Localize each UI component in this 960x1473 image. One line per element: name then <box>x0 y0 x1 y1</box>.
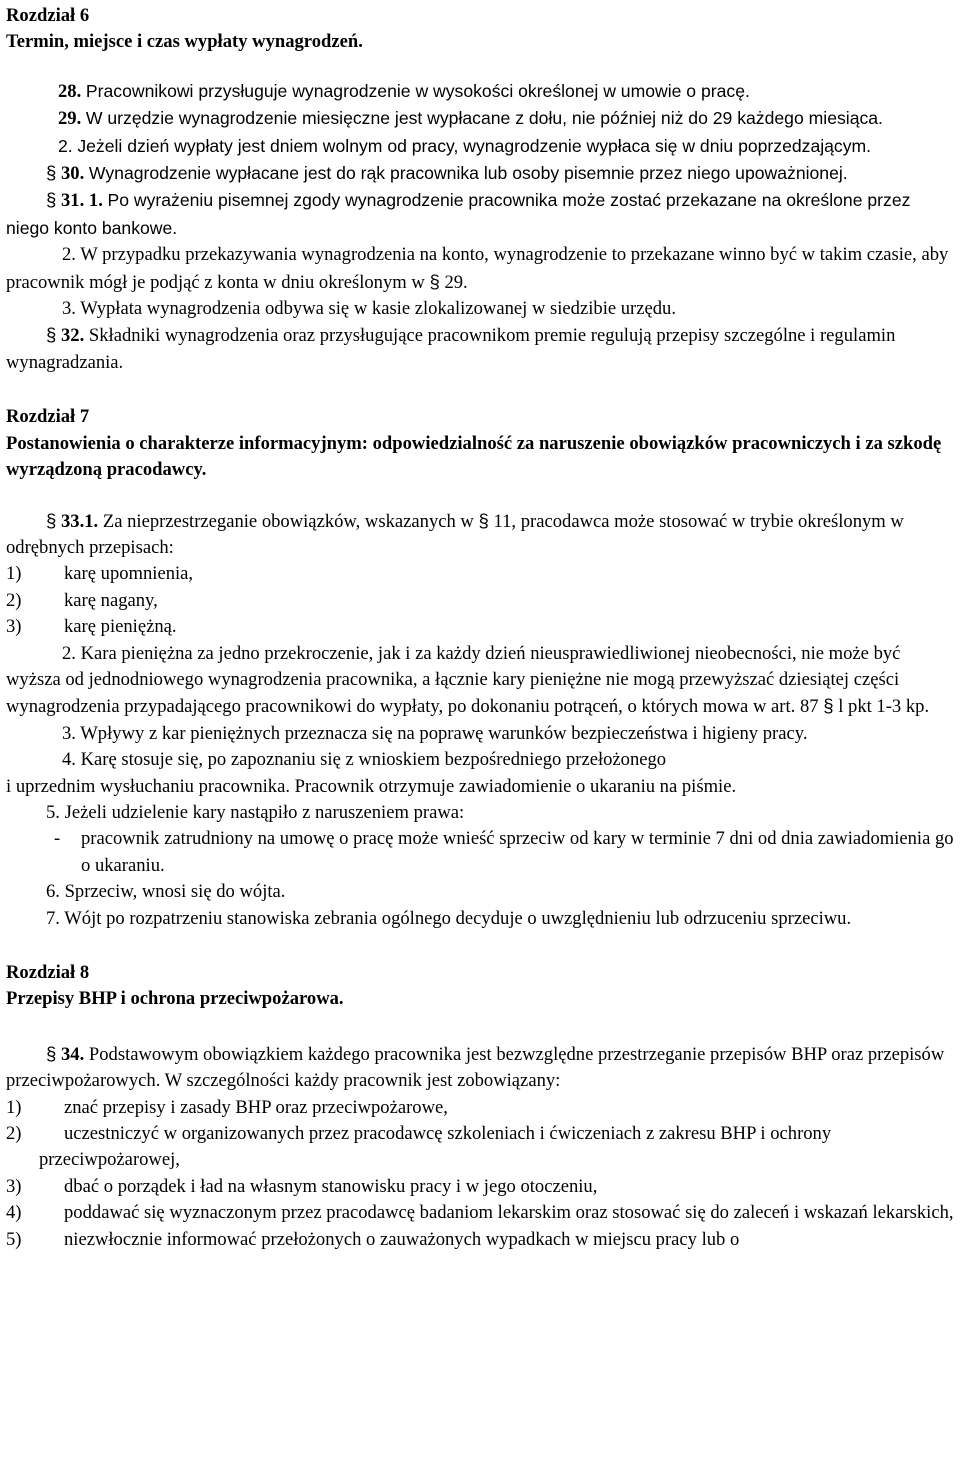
paragraph-33-2-text-b: l pkt 1-3 kp. <box>838 696 930 718</box>
paragraph-31-2-end: 29. <box>444 271 468 293</box>
paragraph-29-2 <box>6 133 956 160</box>
paragraph-34-number: 34. <box>61 1043 85 1065</box>
paragraph-33-2-number: 2. <box>62 642 76 664</box>
paragraph-33-6: 6. Sprzeciw, wnosi się do wójta. <box>46 881 286 903</box>
chapter-8-title: Przepisy BHP i ochrona przeciwpożarowa. <box>6 988 344 1010</box>
chapter-6-title: Termin, miejsce i czas wypłaty wynagrodzeń. <box>6 31 363 53</box>
paragraph-34-text: Podstawowym obowiązkiem każdego pracownika jest bezwzględne przestrzeganie przepisów BHP oraz przepisów przeciwpożarowych. W szczególności każdy pracownik jest zobowiązany: <box>6 1043 945 1092</box>
paragraph-31-text: Po wyrażeniu pisemnej zgody wynagrodzenie pracownika może zostać przekazane na określone przez niego konto bankowe. <box>6 190 911 238</box>
paragraph-30-number: 30. <box>61 163 85 185</box>
list-item <box>6 561 956 587</box>
document-page <box>6 3 956 1253</box>
paragraph-32-number: 32. <box>61 325 85 347</box>
paragraph-28-text: Pracownikowi przysługuje wynagrodzenie w wysokości określonej w umowie o pracę. <box>85 80 750 101</box>
paragraph-31-2-text: W przypadku przekazywania wynagrodzenia na konto, wynagrodzenie to przekazane winno być w takim czasie, aby pracownik mógł je podjąć z konta w dniu określonym w <box>6 244 949 293</box>
list-item <box>6 1200 956 1226</box>
paragraph-32 <box>6 322 956 376</box>
list-item-number: 1) <box>6 563 22 585</box>
dash-item-text: pracownik zatrudniony na umowę o pracę może wnieść sprzeciw od kary w terminie 7 dni od dnia zawiadomienia go o ukaraniu. <box>81 828 954 876</box>
chapter-7-title: Postanowienia o charakterze informacyjnym: odpowiedzialność za naruszenie obowiązków pracowniczych i za szkodę wyrządzoną pracodawcy. <box>6 432 942 481</box>
section-symbol: § <box>46 324 57 346</box>
dash-list-item <box>6 826 956 879</box>
paragraph-33-4a: 4. Karę stosuje się, po zapoznaniu się z wnioskiem bezpośredniego przełożonego <box>62 749 667 771</box>
list-item <box>6 1095 956 1121</box>
section-symbol: § <box>478 509 489 531</box>
list-item-number: 4) <box>6 1202 22 1224</box>
paragraph-31-3 <box>6 296 956 322</box>
list-item-number: 5) <box>6 1228 22 1250</box>
paragraph-29-2-number: 2. <box>58 135 73 156</box>
paragraph-31-2 <box>6 242 956 296</box>
list-item <box>6 588 956 614</box>
paragraph-29-number: 29. <box>58 108 82 130</box>
paragraph-33-2 <box>6 641 956 721</box>
list-item <box>6 1227 956 1253</box>
paragraph-33-3: 3. Wpływy z kar pieniężnych przeznacza się na poprawę warunków bezpieczeństwa i higieny pracy. <box>62 722 808 744</box>
paragraph-30 <box>6 160 956 187</box>
section-symbol: § <box>823 695 834 717</box>
paragraph-33-5: 5. Jeżeli udzielenie kary nastąpiło z naruszeniem prawa: <box>46 801 465 823</box>
paragraph-33 <box>6 508 956 562</box>
paragraph-33-4b: i uprzednim wysłuchaniu pracownika. Pracownik otrzymuje zawiadomienie o ukaraniu na piśmie. <box>6 775 737 797</box>
list-item <box>6 614 956 640</box>
paragraph-29-2-text: Jeżeli dzień wypłaty jest dniem wolnym od pracy, wynagrodzenie wypłaca się w dniu poprzedzającym. <box>77 135 872 156</box>
list-item-text: karę pieniężną. <box>64 616 177 638</box>
list-item-number: 2) <box>6 589 22 611</box>
chapter-7-label: Rozdział 7 <box>6 406 90 428</box>
list-item-number: 3) <box>6 1175 22 1197</box>
chapter-6-label: Rozdział 6 <box>6 5 90 26</box>
paragraph-33-2-text-a: Kara pieniężna za jedno przekroczenie, jak i za każdy dzień nieusprawiedliwionej nieobecności, nie może być wyższa od jednodniowego wynagrodzenia pracownika, a łącznie kary pieniężne nie mogą przewyższać dziesiątej części wynagrodzenia przypadającego pracownikowi do wypłaty, po dokonaniu potrąceń, o których mowa w art. 87 <box>6 642 901 718</box>
paragraph-31-3-number: 3. <box>62 298 76 320</box>
list-item-text: karę nagany, <box>64 589 158 611</box>
paragraph-28 <box>6 78 956 105</box>
chapter-8-label: Rozdział 8 <box>6 962 90 983</box>
list-item-number: 2) <box>6 1123 22 1145</box>
section-symbol: § <box>429 270 440 292</box>
list-item <box>6 1174 956 1200</box>
section-symbol: § <box>46 1042 57 1064</box>
section-symbol: § <box>46 509 57 531</box>
paragraph-34 <box>6 1041 956 1095</box>
paragraph-33-number: 33.1. <box>61 510 99 532</box>
paragraph-29-text: W urzędzie wynagrodzenie miesięczne jest wypłacane z dołu, nie później niż do 29 każdego miesiąca. <box>85 108 883 129</box>
dash-mark: - <box>54 828 61 850</box>
paragraph-30-text: Wynagrodzenie wypłacane jest do rąk pracownika lub osoby pisemnie przez niego upoważnionej. <box>88 163 848 184</box>
list-item-number: 1) <box>6 1096 22 1118</box>
paragraph-33-7: 7. Wójt po rozpatrzeniu stanowiska zebrania ogólnego decyduje o uwzględnieniu lub odrzuceniu sprzeciwu. <box>46 907 852 929</box>
paragraph-32-text: Składniki wynagrodzenia oraz przysługujące pracownikom premie regulują przepisy szczególne i regulamin wynagradzania. <box>6 325 896 373</box>
section-symbol: § <box>46 162 57 184</box>
paragraph-31-2-number: 2. <box>62 244 76 266</box>
list-item-text: poddawać się wyznaczonym przez pracodawcę badaniom lekarskim oraz stosować się do zaleceń i wskazań lekarskich, <box>64 1202 954 1224</box>
paragraph-33-text-b: 11, pracodawca może stosować w trybie określonym w odrębnych przepisach: <box>6 510 904 558</box>
section-symbol: § <box>46 189 57 211</box>
paragraph-29 <box>6 105 956 132</box>
paragraph-28-number: 28. <box>58 80 82 102</box>
list-item-number: 3) <box>6 616 22 638</box>
list-item-text: dbać o porządek i ład na własnym stanowisku pracy i w jego otoczeniu, <box>64 1175 598 1197</box>
list-item <box>6 1121 956 1174</box>
list-item-text: znać przepisy i zasady BHP oraz przeciwpożarowe, <box>64 1096 448 1118</box>
paragraph-31-3-text: Wypłata wynagrodzenia odbywa się w kasie zlokalizowanej w siedzibie urzędu. <box>80 298 676 320</box>
paragraph-31-number: 31. 1. <box>61 190 103 212</box>
paragraph-31 <box>6 187 956 242</box>
list-item-text: niezwłocznie informować przełożonych o zauważonych wypadkach w miejscu pracy lub o <box>64 1228 740 1250</box>
list-item-text: uczestniczyć w organizowanych przez pracodawcę szkoleniach i ćwiczeniach z zakresu BHP i ochrony przeciwpożarowej, <box>39 1123 832 1171</box>
list-item-text: karę upomnienia, <box>64 563 194 585</box>
paragraph-33-text-a: Za nieprzestrzeganie obowiązków, wskazanych w <box>102 510 474 532</box>
